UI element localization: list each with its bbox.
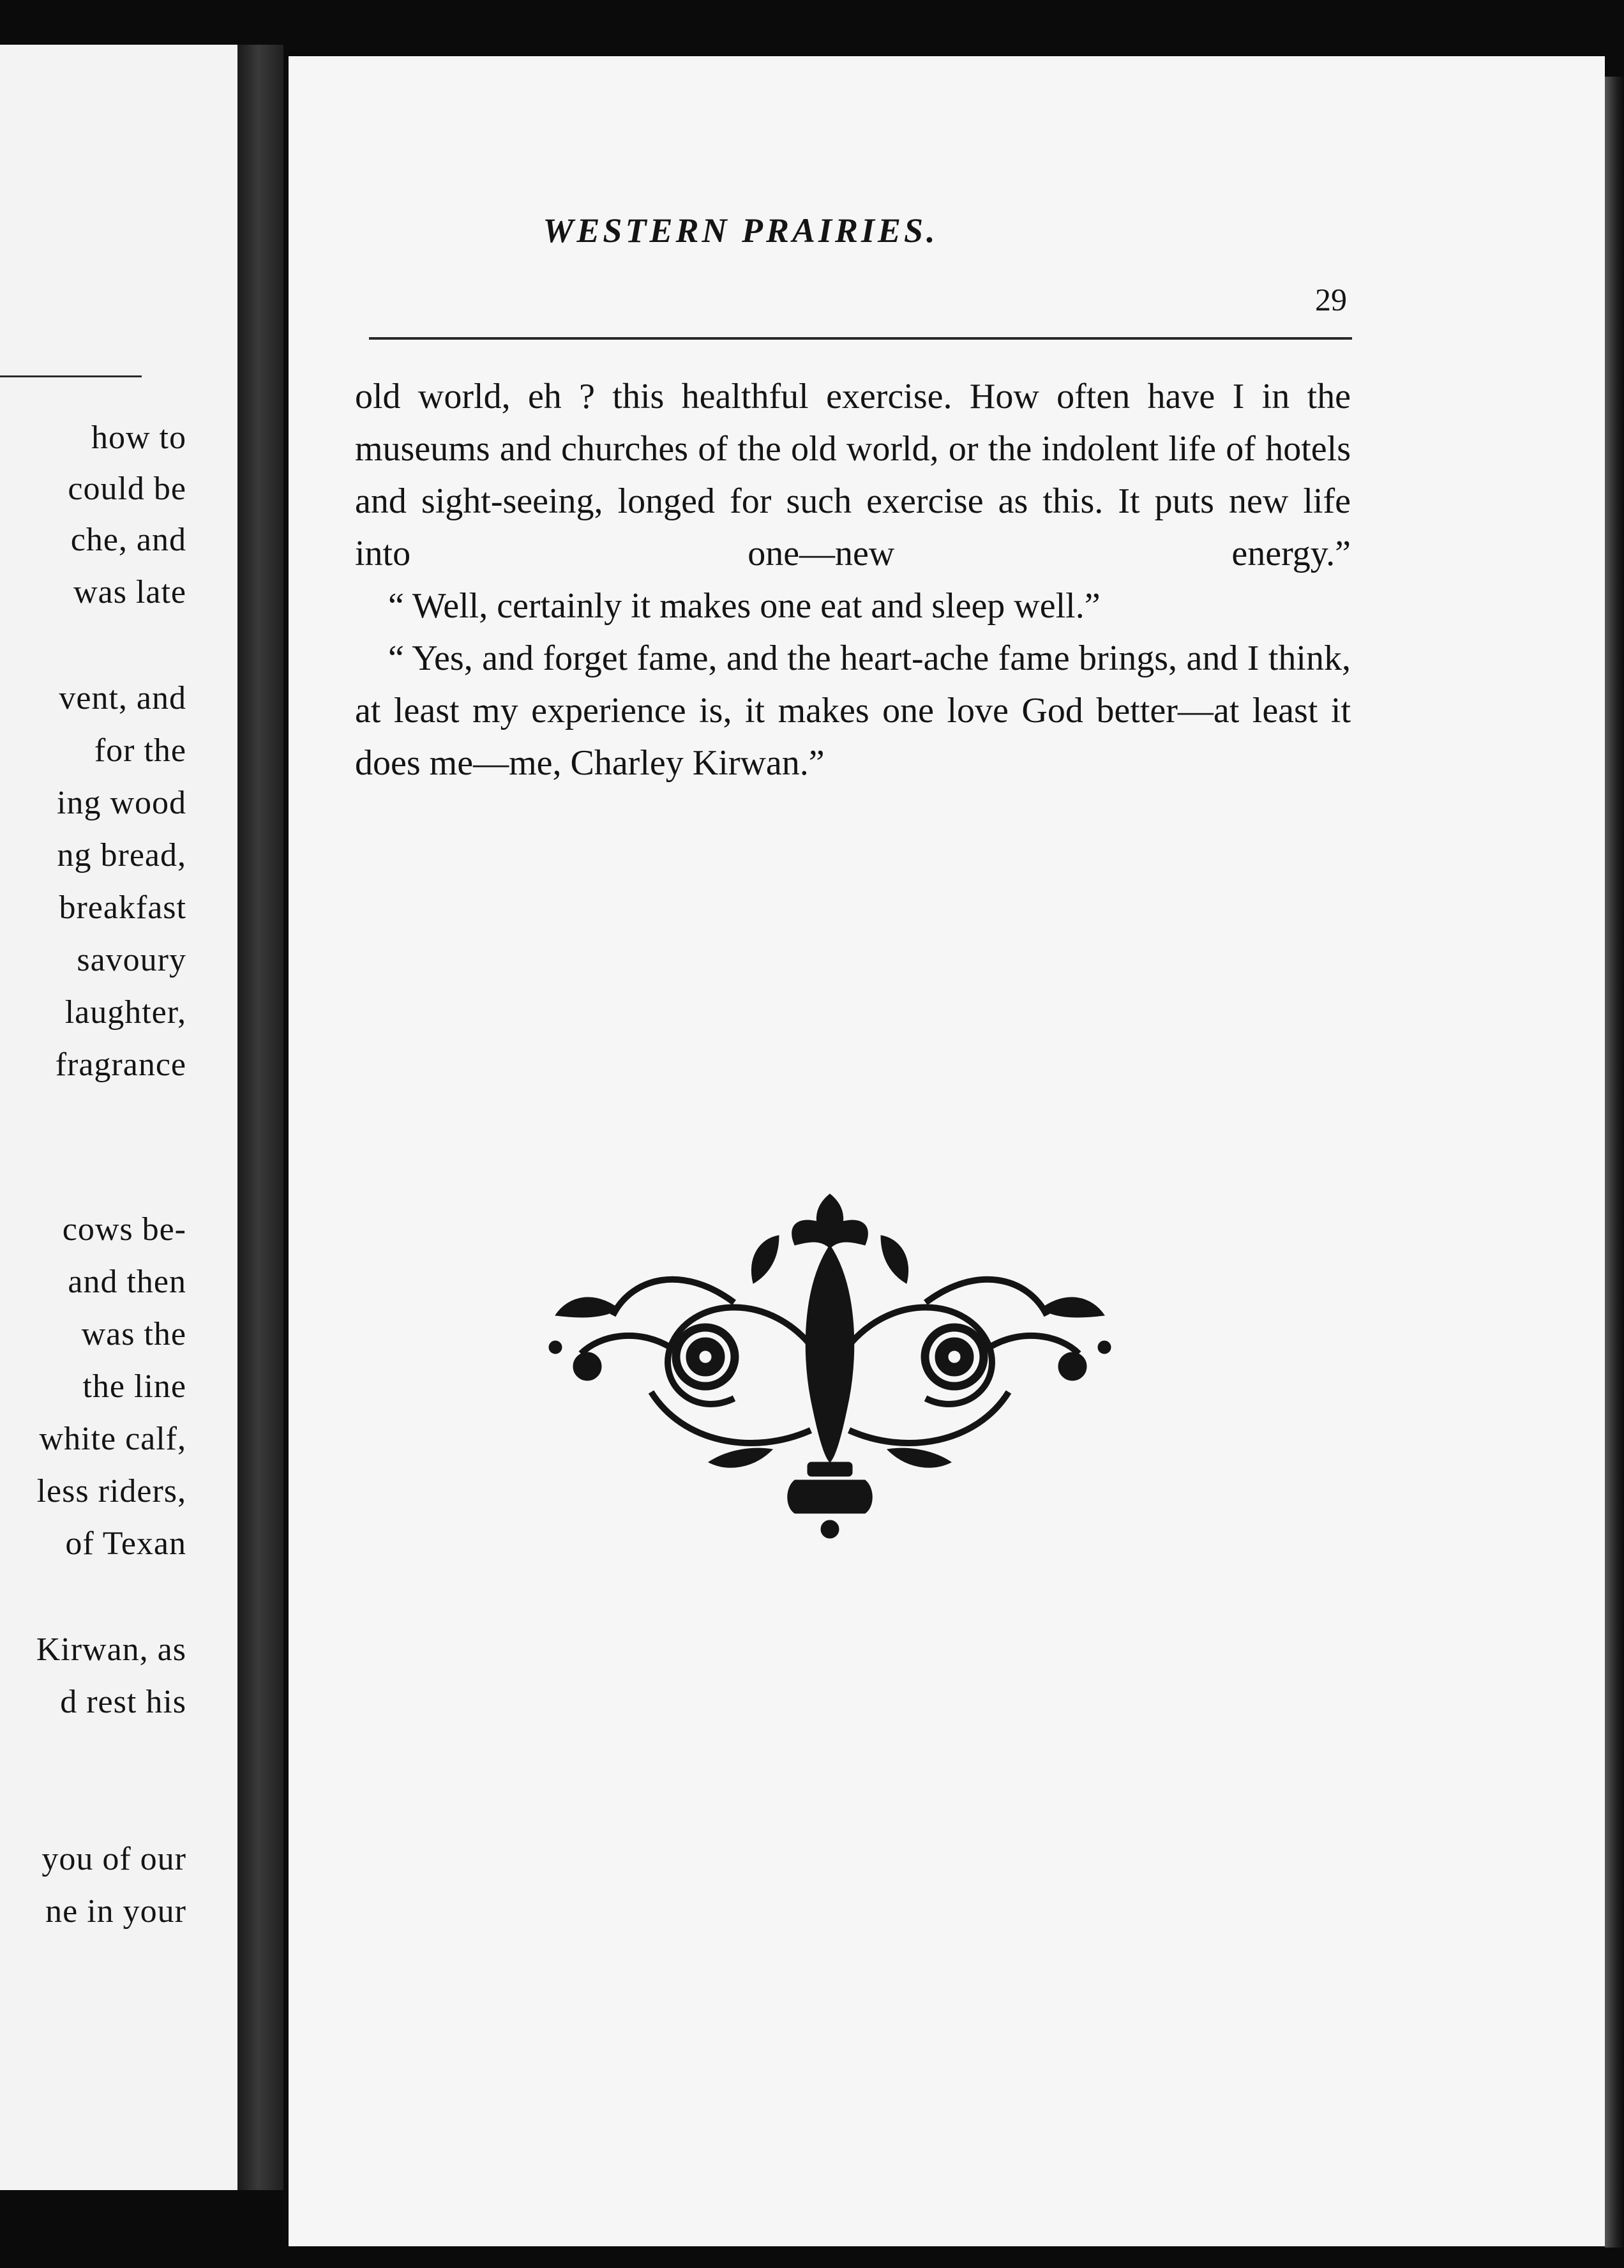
- left-line: breakfast: [59, 889, 186, 926]
- paragraph: old world, eh ? this healthful exercise. How often have I in the museums and churches of the old world, or the indolent life of hotels and sight-seeing, longed for such exercise as this. It puts new life into one—new energy.”: [355, 377, 1351, 573]
- paragraph: “ Well, certainly it makes one eat and sleep well.”: [388, 586, 1101, 626]
- left-line: you of our: [41, 1841, 186, 1877]
- left-line: laughter,: [64, 994, 186, 1031]
- left-line: Kirwan, as: [36, 1631, 186, 1668]
- body-text: [355, 370, 1351, 789]
- book-gutter: [237, 45, 283, 2190]
- left-line: ing wood: [57, 785, 186, 821]
- left-line: vent, and: [59, 680, 186, 716]
- left-line: how to: [91, 420, 186, 456]
- left-line: d rest his: [60, 1684, 186, 1720]
- head-rule: [369, 337, 1352, 340]
- left-line: was late: [73, 574, 186, 610]
- left-line: savoury: [77, 942, 186, 978]
- left-line: ng bread,: [57, 837, 186, 873]
- left-line: less riders,: [36, 1473, 186, 1509]
- left-line: the line: [82, 1368, 186, 1405]
- left-line: che, and: [70, 522, 186, 558]
- left-line: could be: [68, 471, 186, 507]
- left-line: white calf,: [39, 1421, 186, 1457]
- floral-ornament-icon: [543, 1188, 1117, 1571]
- left-line: for the: [94, 732, 186, 769]
- left-line: was the: [81, 1316, 186, 1352]
- paragraph: “ Yes, and forget fame, and the heart-ache fame brings, and I think, at least my experience is, it makes one love God better—at least it does me—me, Charley Kirwan.”: [355, 639, 1351, 783]
- page-number: 29: [1315, 282, 1347, 317]
- running-head: WESTERN PRAIRIES.: [543, 211, 938, 250]
- left-line: fragrance: [55, 1047, 186, 1083]
- left-line: of Texan: [65, 1525, 186, 1562]
- left-facing-page: [0, 45, 237, 2190]
- left-line: and then: [68, 1264, 186, 1300]
- page-edge: [1605, 77, 1624, 2248]
- left-line: cows be-: [62, 1211, 186, 1248]
- left-line: ne in your: [45, 1893, 186, 1930]
- left-head-rule: [0, 375, 142, 377]
